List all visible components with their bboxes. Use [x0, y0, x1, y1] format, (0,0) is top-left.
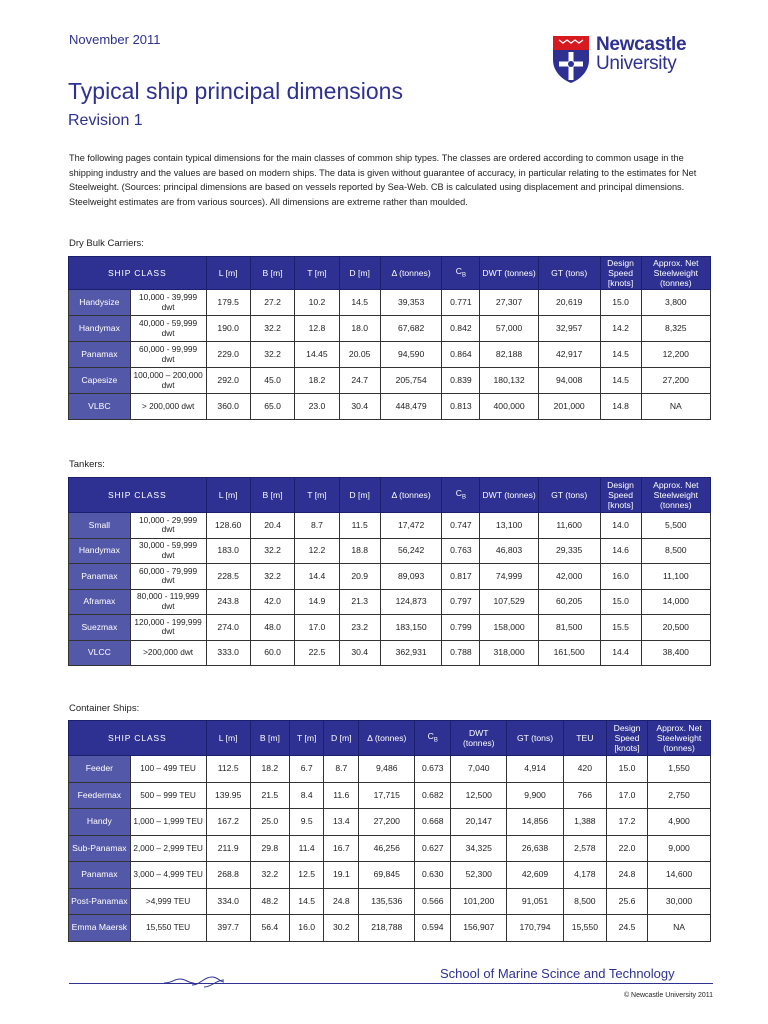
table-cell: 20.9 — [339, 564, 380, 590]
header-block-coefficient: $C_B$ — [415, 721, 451, 756]
table-cell: 56,242 — [380, 538, 442, 564]
header-gt: GT (tons) — [507, 721, 563, 756]
table-cell: 19.1 — [324, 862, 359, 889]
table-cell: 30,000 — [648, 888, 711, 915]
ship-class-range: 30,000 - 59,999 dwt — [130, 538, 206, 564]
table-row — [69, 564, 711, 590]
ship-class-range: 10,000 - 39,999 dwt — [130, 290, 206, 316]
table-cell: 107,529 — [480, 589, 538, 615]
table-cell: 397.7 — [206, 915, 250, 942]
logo-text-university: University — [596, 53, 677, 74]
table-cell: 0.566 — [415, 888, 451, 915]
ship-class-range: 40,000 - 59,999 dwt — [130, 316, 206, 342]
table-cell: 46,256 — [359, 835, 415, 862]
table-cell: 135,536 — [359, 888, 415, 915]
table-cell: 18.2 — [250, 756, 289, 783]
table-cell: 65.0 — [250, 394, 294, 420]
ship-class-name: Aframax — [69, 589, 131, 615]
table-cell: 4,900 — [648, 809, 711, 836]
table-cell: 14.9 — [295, 589, 339, 615]
header-displacement: Δ (tonnes) — [380, 478, 442, 513]
table-cell: 10.2 — [295, 290, 339, 316]
table-cell: 161,500 — [538, 640, 600, 666]
table-cell: 94,008 — [538, 368, 600, 394]
table-cell: 14.0 — [600, 513, 641, 539]
table-cell: 42.0 — [250, 589, 294, 615]
ship-class-range: 500 – 999 TEU — [130, 782, 206, 809]
table-cell: 318,000 — [480, 640, 538, 666]
table-cell: 26,638 — [507, 835, 563, 862]
table-cell: 8,500 — [563, 888, 606, 915]
table-cell: 16.0 — [289, 915, 324, 942]
table-cell: 38,400 — [641, 640, 710, 666]
table-cell: 0.864 — [442, 342, 480, 368]
page-title: Typical ship principal dimensions — [68, 78, 403, 104]
table-cell: 60.0 — [250, 640, 294, 666]
header-block-coefficient: $C_B$ — [442, 478, 480, 513]
table-cell: 7,040 — [451, 756, 507, 783]
table-row — [69, 589, 711, 615]
table-cell: 45.0 — [250, 368, 294, 394]
table-cell: 0.594 — [415, 915, 451, 942]
table-cell: 29.8 — [250, 835, 289, 862]
table-cell: 101,200 — [451, 888, 507, 915]
table-cell: 20,619 — [538, 290, 600, 316]
header-design-speed: Design Speed [knots] — [606, 721, 647, 756]
ship-class-name: Suezmax — [69, 615, 131, 641]
table-cell: 211.9 — [206, 835, 250, 862]
table-cell: 0.682 — [415, 782, 451, 809]
table-cell: 18.8 — [339, 538, 380, 564]
table-cell: 9.5 — [289, 809, 324, 836]
container-ships-label: Container Ships: — [69, 703, 140, 714]
table-cell: 48.0 — [250, 615, 294, 641]
table-cell: 0.839 — [442, 368, 480, 394]
table-cell: 292.0 — [206, 368, 250, 394]
table-cell: 6.7 — [289, 756, 324, 783]
table-cell: 4,914 — [507, 756, 563, 783]
table-cell: 0.842 — [442, 316, 480, 342]
table-cell: 14.4 — [600, 640, 641, 666]
table-row — [69, 640, 711, 666]
table-row — [69, 915, 711, 942]
table-cell: 180,132 — [480, 368, 538, 394]
table-cell: 14.6 — [600, 538, 641, 564]
table-cell: 13,100 — [480, 513, 538, 539]
table-cell: 14.2 — [600, 316, 641, 342]
table-cell: 94,590 — [380, 342, 442, 368]
header-teu: TEU — [563, 721, 606, 756]
table-cell: 201,000 — [538, 394, 600, 420]
ship-class-name: Feeder — [69, 756, 131, 783]
table-row — [69, 756, 711, 783]
header-ship-class: SHIP CLASS — [69, 257, 207, 290]
header-displacement: Δ (tonnes) — [380, 257, 442, 290]
table-cell: 27,200 — [359, 809, 415, 836]
table-cell: 8,325 — [641, 316, 710, 342]
table-cell: 17.0 — [606, 782, 647, 809]
table-cell: 74,999 — [480, 564, 538, 590]
table-cell: 179.5 — [206, 290, 250, 316]
table-cell: 25.6 — [606, 888, 647, 915]
table-cell: 1,388 — [563, 809, 606, 836]
table-cell: 9,900 — [507, 782, 563, 809]
wave-decoration-icon — [164, 974, 244, 988]
table-cell: 42,000 — [538, 564, 600, 590]
table-cell: 156,907 — [451, 915, 507, 942]
table-cell: 32.2 — [250, 316, 294, 342]
ship-class-range: 60,000 - 79,999 dwt — [130, 564, 206, 590]
table-cell: 34,325 — [451, 835, 507, 862]
logo-text-newcastle: Newcastle — [596, 34, 687, 55]
table-row — [69, 342, 711, 368]
table-cell: 218,788 — [359, 915, 415, 942]
header-depth: D [m] — [339, 257, 380, 290]
table-cell: 15.0 — [600, 290, 641, 316]
header-depth: D [m] — [339, 478, 380, 513]
table-cell: 183.0 — [206, 538, 250, 564]
table-cell: 42,609 — [507, 862, 563, 889]
dry-bulk-label: Dry Bulk Carriers: — [69, 238, 144, 249]
table-row — [69, 862, 711, 889]
header-length: L [m] — [206, 257, 250, 290]
header-breadth: B [m] — [250, 478, 294, 513]
table-cell: 32.2 — [250, 538, 294, 564]
intro-paragraph: The following pages contain typical dimensions for the main classes of common ship types. The classes are ordered according to common usage in the shipping industry and the values are based on modern ships. The data is given without guarantee of accuracy, in particular relating to the estimates for Net Steelweight. (Sources: principal dimensions are based on vessels reported by Sea-Web. CB is calculated using displacement and principal dimensions. Steelweight estimates are from various sources). All dimensions are extreme rather than moulded. — [69, 153, 697, 207]
table-cell: 20.4 — [250, 513, 294, 539]
header-ship-class: SHIP CLASS — [69, 478, 207, 513]
ship-class-name: Emma Maersk — [69, 915, 131, 942]
table-cell: 24.8 — [324, 888, 359, 915]
header-dwt: DWT (tonnes) — [480, 478, 538, 513]
revision-label: Revision 1 — [68, 112, 143, 129]
table-cell: 23.2 — [339, 615, 380, 641]
table-cell: 14.8 — [600, 394, 641, 420]
table-cell: 0.673 — [415, 756, 451, 783]
header-length: L [m] — [206, 478, 250, 513]
table-cell: 18.2 — [295, 368, 339, 394]
container-ships-table — [68, 720, 711, 942]
ship-class-name: VLCC — [69, 640, 131, 666]
table-row — [69, 513, 711, 539]
table-cell: 14.5 — [339, 290, 380, 316]
table-row — [69, 538, 711, 564]
table-cell: 0.817 — [442, 564, 480, 590]
ship-class-range: 10,000 - 29,999 dwt — [130, 513, 206, 539]
table-cell: 17,472 — [380, 513, 442, 539]
table-cell: 0.797 — [442, 589, 480, 615]
table-cell: 22.5 — [295, 640, 339, 666]
ship-class-name: Handymax — [69, 316, 131, 342]
table-cell: 14.45 — [295, 342, 339, 368]
ship-class-range: 120,000 - 199,999 dwt — [130, 615, 206, 641]
ship-class-range: 100 – 499 TEU — [130, 756, 206, 783]
table-cell: 333.0 — [206, 640, 250, 666]
table-cell: 11.6 — [324, 782, 359, 809]
table-cell: 8.7 — [295, 513, 339, 539]
header-length: L [m] — [206, 721, 250, 756]
table-cell: 89,093 — [380, 564, 442, 590]
table-cell: 158,000 — [480, 615, 538, 641]
ship-class-name: VLBC — [69, 394, 131, 420]
header-design-speed: Design Speed [knots] — [600, 257, 641, 290]
table-cell: 32.2 — [250, 342, 294, 368]
header-steelweight: Approx. Net Steelweight (tonnes) — [648, 721, 711, 756]
table-cell: 12,200 — [641, 342, 710, 368]
tankers-table — [68, 477, 711, 666]
table-cell: 46,803 — [480, 538, 538, 564]
table-cell: 268.8 — [206, 862, 250, 889]
school-name: School of Marine Scince and Technology — [440, 966, 675, 981]
ship-class-range: 15,550 TEU — [130, 915, 206, 942]
table-row — [69, 394, 711, 420]
table-cell: 23.0 — [295, 394, 339, 420]
table-cell: 2,578 — [563, 835, 606, 862]
header-breadth: B [m] — [250, 257, 294, 290]
table-cell: 124,873 — [380, 589, 442, 615]
table-cell: 14.5 — [289, 888, 324, 915]
table-cell: 0.630 — [415, 862, 451, 889]
table-cell: 16.0 — [600, 564, 641, 590]
table-cell: 20,500 — [641, 615, 710, 641]
ship-class-range: 80,000 - 119,999 dwt — [130, 589, 206, 615]
ship-class-name: Feedermax — [69, 782, 131, 809]
table-cell: 57,000 — [480, 316, 538, 342]
table-cell: 274.0 — [206, 615, 250, 641]
ship-class-name: Handysize — [69, 290, 131, 316]
document-date: November 2011 — [69, 32, 161, 47]
table-cell: 0.813 — [442, 394, 480, 420]
table-cell: 14.5 — [600, 368, 641, 394]
header-ship-class: SHIP CLASS — [69, 721, 207, 756]
ship-class-range: 100,000 – 200,000 dwt — [130, 368, 206, 394]
table-cell: 190.0 — [206, 316, 250, 342]
table-cell: 27.2 — [250, 290, 294, 316]
table-cell: 0.763 — [442, 538, 480, 564]
table-cell: 27,200 — [641, 368, 710, 394]
table-cell: 27,307 — [480, 290, 538, 316]
ship-class-name: Handymax — [69, 538, 131, 564]
table-cell: 112.5 — [206, 756, 250, 783]
table-row — [69, 316, 711, 342]
table-cell: 20,147 — [451, 809, 507, 836]
header-dwt: DWT (tonnes) — [451, 721, 507, 756]
table-cell: 16.7 — [324, 835, 359, 862]
header-steelweight: Approx. Net Steelweight (tonnes) — [641, 257, 710, 290]
header-design-speed: Design Speed [knots] — [600, 478, 641, 513]
table-cell: 12,500 — [451, 782, 507, 809]
table-cell: 24.8 — [606, 862, 647, 889]
header-steelweight: Approx. Net Steelweight (tonnes) — [641, 478, 710, 513]
header-depth: D [m] — [324, 721, 359, 756]
ship-class-name: Panamax — [69, 564, 131, 590]
header-draught: T [m] — [289, 721, 324, 756]
table-cell: 42,917 — [538, 342, 600, 368]
table-cell: 82,188 — [480, 342, 538, 368]
table-cell: 30.4 — [339, 640, 380, 666]
ship-class-range: 2,000 – 2,999 TEU — [130, 835, 206, 862]
table-cell: 334.0 — [206, 888, 250, 915]
header-draught: T [m] — [295, 257, 339, 290]
footer-divider — [69, 983, 713, 984]
table-cell: 30.4 — [339, 394, 380, 420]
table-cell: 12.8 — [295, 316, 339, 342]
ship-class-name: Capesize — [69, 368, 131, 394]
table-cell: 0.771 — [442, 290, 480, 316]
table-row — [69, 809, 711, 836]
table-cell: 15.5 — [600, 615, 641, 641]
table-cell: 228.5 — [206, 564, 250, 590]
table-row — [69, 615, 711, 641]
table-cell: 69,845 — [359, 862, 415, 889]
header-displacement: Δ (tonnes) — [359, 721, 415, 756]
ship-class-range: 1,000 – 1,999 TEU — [130, 809, 206, 836]
table-cell: 39,353 — [380, 290, 442, 316]
table-cell: 67,682 — [380, 316, 442, 342]
table-cell: 24.5 — [606, 915, 647, 942]
table-cell: 81,500 — [538, 615, 600, 641]
table-cell: 448,479 — [380, 394, 442, 420]
table-row — [69, 835, 711, 862]
table-cell: 56.4 — [250, 915, 289, 942]
table-cell: 32,957 — [538, 316, 600, 342]
table-cell: 20.05 — [339, 342, 380, 368]
table-cell: 11,600 — [538, 513, 600, 539]
ship-class-name: Panamax — [69, 862, 131, 889]
table-cell: 21.3 — [339, 589, 380, 615]
table-cell: 32.2 — [250, 564, 294, 590]
table-cell: 14,856 — [507, 809, 563, 836]
table-cell: 13.4 — [324, 809, 359, 836]
header-gt: GT (tons) — [538, 257, 600, 290]
ship-class-name: Post-Panamax — [69, 888, 131, 915]
table-row — [69, 782, 711, 809]
table-cell: 167.2 — [206, 809, 250, 836]
table-cell: 15.0 — [600, 589, 641, 615]
ship-class-name: Small — [69, 513, 131, 539]
table-cell: 11.4 — [289, 835, 324, 862]
table-cell: 60,205 — [538, 589, 600, 615]
table-cell: 2,750 — [648, 782, 711, 809]
table-cell: 766 — [563, 782, 606, 809]
table-cell: 17.2 — [606, 809, 647, 836]
table-cell: 48.2 — [250, 888, 289, 915]
table-cell: 14.4 — [295, 564, 339, 590]
header-gt: GT (tons) — [538, 478, 600, 513]
ship-class-name: Sub-Panamax — [69, 835, 131, 862]
table-cell: 14,000 — [641, 589, 710, 615]
table-cell: 21.5 — [250, 782, 289, 809]
table-cell: 12.5 — [289, 862, 324, 889]
header-draught: T [m] — [295, 478, 339, 513]
table-cell: 0.627 — [415, 835, 451, 862]
table-cell: 3,800 — [641, 290, 710, 316]
table-cell: NA — [641, 394, 710, 420]
table-cell: 229.0 — [206, 342, 250, 368]
table-cell: 25.0 — [250, 809, 289, 836]
table-cell: 205,754 — [380, 368, 442, 394]
newcastle-university-logo — [551, 34, 716, 84]
table-cell: 15,550 — [563, 915, 606, 942]
table-cell: 52,300 — [451, 862, 507, 889]
table-cell: 32.2 — [250, 862, 289, 889]
table-row — [69, 888, 711, 915]
table-cell: 11,100 — [641, 564, 710, 590]
table-cell: 9,486 — [359, 756, 415, 783]
table-cell: 420 — [563, 756, 606, 783]
ship-class-range: 3,000 – 4,999 TEU — [130, 862, 206, 889]
table-cell: 139.95 — [206, 782, 250, 809]
header-block-coefficient: $C_B$ — [442, 257, 480, 290]
table-row — [69, 368, 711, 394]
table-cell: 9,000 — [648, 835, 711, 862]
ship-class-range: 60,000 - 99,999 dwt — [130, 342, 206, 368]
table-cell: 91,051 — [507, 888, 563, 915]
table-cell: 29,335 — [538, 538, 600, 564]
table-cell: 170,794 — [507, 915, 563, 942]
table-cell: 128.60 — [206, 513, 250, 539]
table-cell: 0.747 — [442, 513, 480, 539]
table-cell: 22.0 — [606, 835, 647, 862]
table-cell: 14.5 — [600, 342, 641, 368]
table-cell: 24.7 — [339, 368, 380, 394]
ship-class-range: > 200,000 dwt — [130, 394, 206, 420]
university-crest-icon — [551, 34, 591, 84]
header-dwt: DWT (tonnes) — [480, 257, 538, 290]
header-breadth: B [m] — [250, 721, 289, 756]
table-cell: 5,500 — [641, 513, 710, 539]
table-cell: 12.2 — [295, 538, 339, 564]
table-cell: 11.5 — [339, 513, 380, 539]
table-cell: 18.0 — [339, 316, 380, 342]
ship-class-name: Panamax — [69, 342, 131, 368]
tankers-label: Tankers: — [69, 459, 105, 470]
table-cell: 0.668 — [415, 809, 451, 836]
table-cell: 400,000 — [480, 394, 538, 420]
copyright-notice: © Newcastle University 2011 — [623, 992, 713, 999]
table-cell: 15.0 — [606, 756, 647, 783]
table-cell: 14,600 — [648, 862, 711, 889]
ship-class-name: Handy — [69, 809, 131, 836]
table-cell: 0.799 — [442, 615, 480, 641]
table-cell: 362,931 — [380, 640, 442, 666]
table-cell: 8,500 — [641, 538, 710, 564]
table-cell: 183,150 — [380, 615, 442, 641]
table-cell: 8.4 — [289, 782, 324, 809]
table-cell: 17.0 — [295, 615, 339, 641]
table-row — [69, 290, 711, 316]
table-cell: 17,715 — [359, 782, 415, 809]
table-cell: 243.8 — [206, 589, 250, 615]
table-cell: 1,550 — [648, 756, 711, 783]
table-cell: 0.788 — [442, 640, 480, 666]
table-cell: 360.0 — [206, 394, 250, 420]
ship-class-range: >200,000 dwt — [130, 640, 206, 666]
table-cell: NA — [648, 915, 711, 942]
table-cell: 8.7 — [324, 756, 359, 783]
dry-bulk-table — [68, 256, 711, 420]
table-cell: 4,178 — [563, 862, 606, 889]
table-cell: 30.2 — [324, 915, 359, 942]
ship-class-range: >4,999 TEU — [130, 888, 206, 915]
